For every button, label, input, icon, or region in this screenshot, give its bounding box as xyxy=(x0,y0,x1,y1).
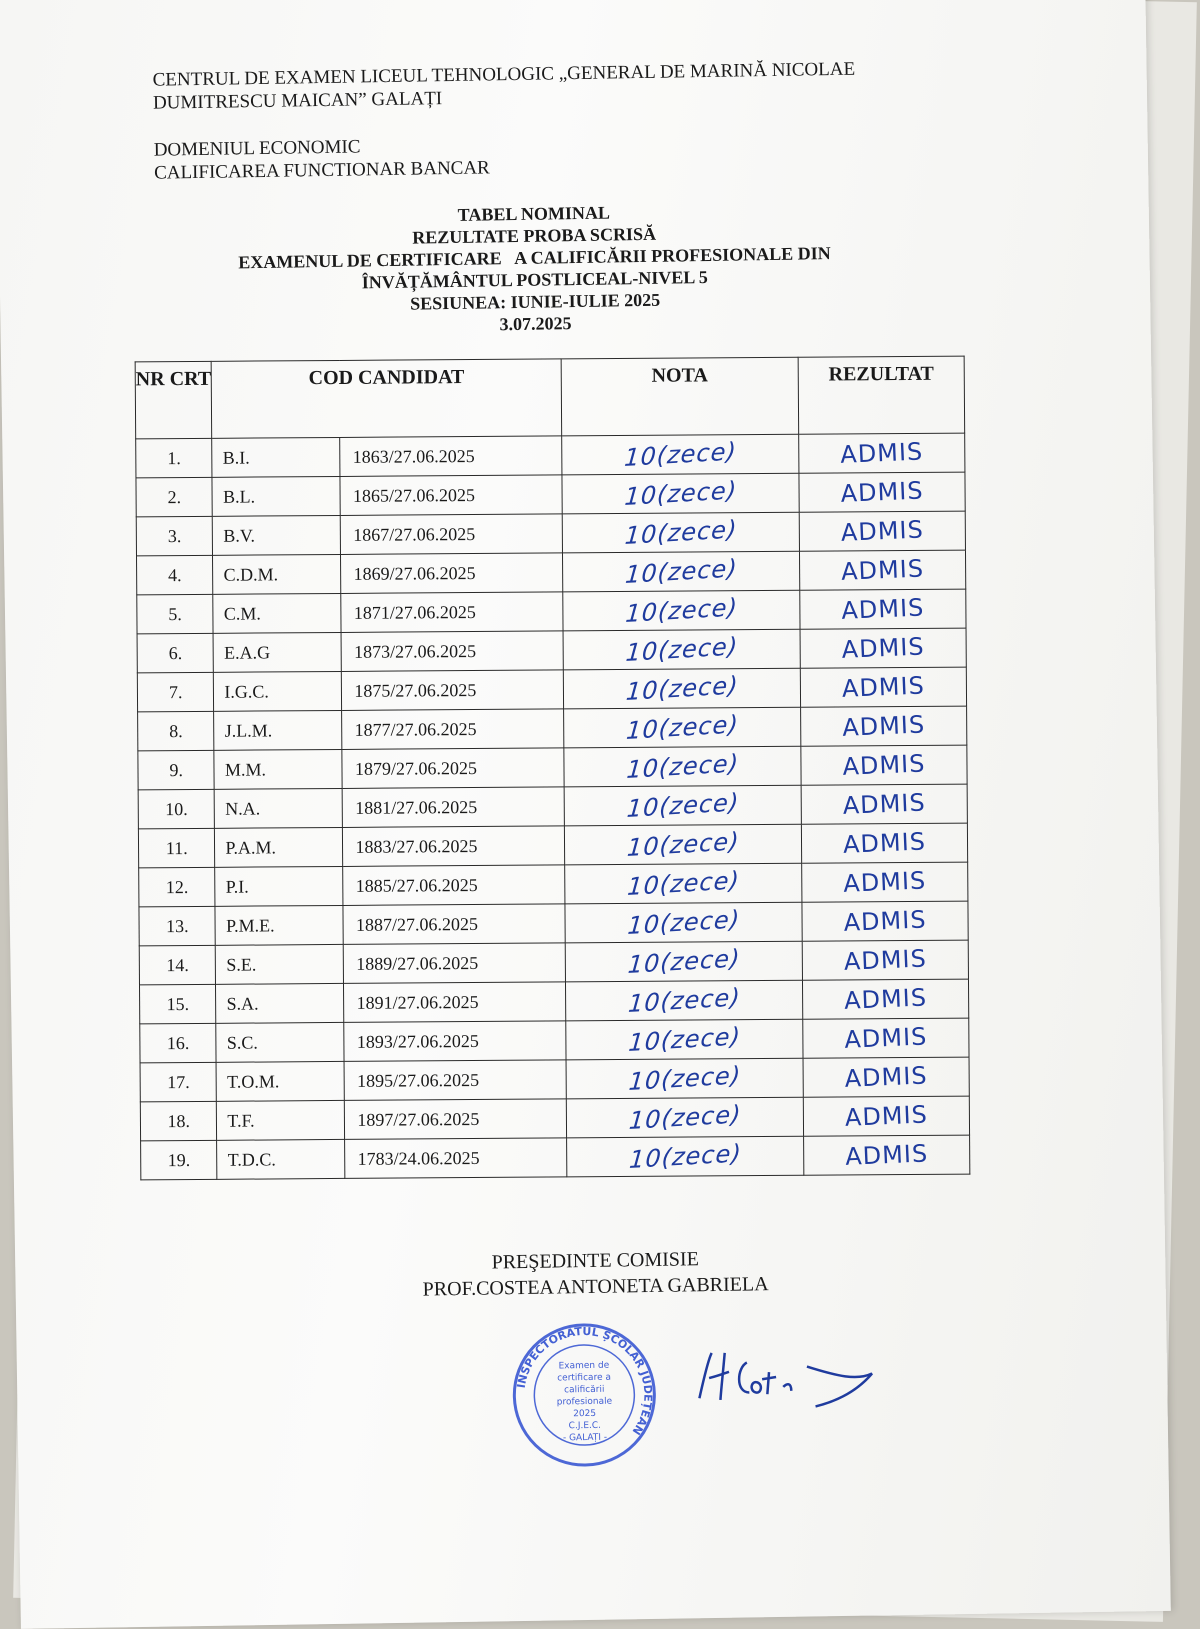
row-result-cell xyxy=(800,667,966,707)
row-grade-cell xyxy=(565,941,802,982)
table-body xyxy=(136,433,970,1180)
row-result-cell xyxy=(800,589,966,629)
row-result-cell xyxy=(801,706,967,746)
row-result-cell xyxy=(802,979,968,1019)
stamp-inner-line: Examen de xyxy=(558,1360,610,1372)
row-candidate-code: 1875/27.06.2025 xyxy=(342,670,564,711)
row-nr: 15. xyxy=(139,984,216,1024)
row-candidate-code: 1893/27.06.2025 xyxy=(344,1021,566,1062)
row-result-cell xyxy=(799,433,965,473)
row-candidate-initials: B.V. xyxy=(213,515,341,555)
row-candidate-code: 1867/27.06.2025 xyxy=(341,514,563,555)
row-grade: 10(zece) xyxy=(626,905,741,940)
exam-center-line-2: DUMITRESCU MAICAN” GALAȚI xyxy=(152,88,443,114)
row-grade-cell xyxy=(567,1136,804,1177)
row-grade: 10(zece) xyxy=(624,593,739,629)
table-row xyxy=(139,901,968,946)
table-row xyxy=(137,667,966,712)
results-table xyxy=(135,356,971,1181)
table-row xyxy=(140,1018,969,1063)
row-result-cell xyxy=(802,940,968,980)
row-grade: 10(zece) xyxy=(622,437,738,473)
row-result-cell xyxy=(801,784,967,824)
commission-role: PREŞEDINTE COMISIE xyxy=(491,1248,700,1274)
table-row xyxy=(136,511,965,556)
row-nr: 12. xyxy=(139,867,216,907)
stamp-inner-line: C.J.E.C. xyxy=(568,1420,602,1432)
table-row xyxy=(138,745,967,790)
exam-center-line-1: CENTRUL DE EXAMEN LICEUL TEHNOLOGIC „GENERAL DE MARINĂ NICOLAE xyxy=(152,58,856,91)
commission-president-name: PROF.COSTEA ANTONETA GABRIELA xyxy=(422,1273,769,1301)
row-candidate-initials: T.O.M. xyxy=(216,1061,344,1101)
row-candidate-initials: E.A.G xyxy=(213,632,341,672)
row-grade-cell xyxy=(562,434,799,475)
row-grade-cell xyxy=(566,1058,803,1099)
domain-label: DOMENIUL ECONOMIC xyxy=(153,136,361,161)
stamp-inner-line: profesionale xyxy=(556,1396,613,1408)
row-nr: 10. xyxy=(138,789,215,829)
row-candidate-code: 1869/27.06.2025 xyxy=(341,553,563,594)
row-nr: 16. xyxy=(140,1023,217,1063)
row-grade-cell xyxy=(565,863,802,904)
row-grade-cell xyxy=(564,785,801,826)
row-nr: 3. xyxy=(136,516,213,556)
row-candidate-initials: P.I. xyxy=(215,866,343,906)
table-row xyxy=(137,589,966,634)
row-result-cell xyxy=(801,823,967,863)
row-grade: 10(zece) xyxy=(625,749,740,784)
header-nota: NOTA xyxy=(561,357,799,436)
row-grade-cell xyxy=(562,473,799,514)
row-candidate-initials: S.C. xyxy=(216,1022,344,1062)
table-row xyxy=(139,862,968,907)
row-nr: 5. xyxy=(137,594,214,634)
row-grade: 10(zece) xyxy=(625,788,741,823)
row-candidate-code: 1887/27.06.2025 xyxy=(343,904,565,945)
row-grade-cell xyxy=(564,824,801,865)
row-candidate-initials: B.I. xyxy=(212,437,340,477)
row-nr: 2. xyxy=(136,477,213,517)
row-candidate-initials: P.M.E. xyxy=(215,905,343,945)
row-grade: 10(zece) xyxy=(624,710,740,745)
row-grade: 10(zece) xyxy=(625,866,741,901)
row-candidate-initials: I.G.C. xyxy=(214,671,342,711)
president-signature xyxy=(686,1335,887,1428)
row-result: ADMIS xyxy=(844,1139,929,1171)
row-candidate-code: 1883/27.06.2025 xyxy=(343,826,565,867)
row-grade: 10(zece) xyxy=(623,515,739,551)
row-nr: 4. xyxy=(137,555,214,595)
row-candidate-code: 1881/27.06.2025 xyxy=(343,787,565,828)
row-grade: 10(zece) xyxy=(627,1061,742,1096)
row-result: ADMIS xyxy=(842,827,927,859)
row-result-cell xyxy=(803,1018,969,1058)
row-candidate-code: 1897/27.06.2025 xyxy=(345,1099,567,1140)
row-candidate-code: 1895/27.06.2025 xyxy=(344,1060,566,1101)
stamp-ring-text: INSPECTORATUL ȘCOLAR JUDEȚEAN xyxy=(514,1324,655,1438)
row-grade-cell xyxy=(565,902,802,943)
row-result-cell xyxy=(799,511,965,551)
row-nr: 17. xyxy=(140,1062,217,1102)
row-candidate-initials: T.D.C. xyxy=(217,1139,345,1179)
row-grade-cell xyxy=(563,629,800,670)
row-result-cell xyxy=(801,745,967,785)
row-result: ADMIS xyxy=(843,905,928,937)
row-candidate-initials: S.E. xyxy=(216,944,344,984)
row-candidate-code: 1865/27.06.2025 xyxy=(340,475,562,516)
row-grade: 10(zece) xyxy=(623,476,738,512)
row-result: ADMIS xyxy=(843,983,928,1015)
row-nr: 19. xyxy=(141,1140,218,1180)
row-grade-cell xyxy=(563,590,800,631)
row-result-cell xyxy=(802,901,968,941)
row-nr: 11. xyxy=(138,828,215,868)
table-header-row xyxy=(135,356,965,439)
row-candidate-initials: P.A.M. xyxy=(215,827,343,867)
row-result: ADMIS xyxy=(841,632,926,664)
row-grade-cell xyxy=(562,551,799,592)
row-grade: 10(zece) xyxy=(624,632,739,668)
row-candidate-code: 1889/27.06.2025 xyxy=(344,943,566,984)
table-row xyxy=(139,940,968,985)
title-line-1: TABEL NOMINAL xyxy=(457,202,611,225)
title-line-3: EXAMENUL DE CERTIFICARE A CALIFICĂRII PROFESIONALE DIN xyxy=(238,243,831,273)
stamp-inner-line: calificării xyxy=(564,1384,605,1396)
signature-block xyxy=(375,1244,816,1303)
table-row xyxy=(137,550,966,595)
domain-block xyxy=(154,133,490,184)
row-grade: 10(zece) xyxy=(627,1022,742,1057)
row-candidate-initials: J.L.M. xyxy=(214,710,342,750)
qualification-label: CALIFICAREA FUNCTIONAR BANCAR xyxy=(153,157,490,184)
row-result-cell xyxy=(804,1135,970,1175)
row-result: ADMIS xyxy=(839,437,924,469)
row-nr: 8. xyxy=(138,711,215,751)
row-result: ADMIS xyxy=(844,1061,929,1093)
table-row xyxy=(136,472,965,517)
row-candidate-initials: T.F. xyxy=(217,1100,345,1140)
row-candidate-code: 1873/27.06.2025 xyxy=(341,631,563,672)
row-candidate-code: 1783/24.06.2025 xyxy=(345,1138,567,1179)
row-nr: 1. xyxy=(136,438,213,478)
row-result: ADMIS xyxy=(840,476,925,508)
title-line-5: SESIUNEA: IUNIE-IULIE 2025 xyxy=(409,289,661,314)
row-candidate-code: 1863/27.06.2025 xyxy=(340,436,562,477)
row-result: ADMIS xyxy=(840,593,925,625)
row-candidate-code: 1885/27.06.2025 xyxy=(343,865,565,906)
row-candidate-code: 1891/27.06.2025 xyxy=(344,982,566,1023)
stamp-inner-line: - GALAȚI - xyxy=(562,1432,608,1444)
table-row xyxy=(136,433,965,478)
table-row xyxy=(140,1057,969,1102)
stamp-inner-line: certificare a xyxy=(557,1372,612,1384)
title-line-6: 3.07.2025 xyxy=(499,313,572,335)
row-grade-cell xyxy=(562,512,799,553)
row-result: ADMIS xyxy=(844,1100,929,1132)
row-nr: 13. xyxy=(139,906,216,946)
official-stamp xyxy=(508,1319,660,1471)
table-row xyxy=(138,823,967,868)
row-grade: 10(zece) xyxy=(627,1139,743,1174)
table-row xyxy=(141,1135,970,1180)
row-grade-cell xyxy=(564,746,801,787)
row-candidate-initials: C.M. xyxy=(213,593,341,633)
row-grade-cell xyxy=(566,1097,803,1138)
table-row xyxy=(139,979,968,1024)
row-grade: 10(zece) xyxy=(626,944,742,979)
row-result: ADMIS xyxy=(841,671,926,703)
row-result-cell xyxy=(802,862,968,902)
row-grade-cell xyxy=(564,707,801,748)
table-row xyxy=(138,706,967,751)
stamp-inner-line: 2025 xyxy=(573,1408,597,1420)
row-nr: 9. xyxy=(138,750,215,790)
row-result: ADMIS xyxy=(843,944,928,976)
table-row xyxy=(140,1096,969,1141)
title-line-4: ÎNVĂȚĂMÂNTUL POSTLICEAL-NIVEL 5 xyxy=(361,266,708,293)
row-grade: 10(zece) xyxy=(627,1100,743,1135)
row-grade: 10(zece) xyxy=(623,554,739,590)
table-row xyxy=(138,784,967,829)
row-result: ADMIS xyxy=(840,515,925,547)
row-result: ADMIS xyxy=(843,1022,928,1054)
row-result-cell xyxy=(803,1096,969,1136)
row-candidate-initials: B.L. xyxy=(212,476,340,516)
header-rezultat: REZULTAT xyxy=(798,356,965,434)
row-result-cell xyxy=(803,1057,969,1097)
row-result-cell xyxy=(799,550,965,590)
header-nr-crt: NR CRT xyxy=(135,361,212,439)
row-nr: 18. xyxy=(140,1101,217,1141)
row-candidate-initials: M.M. xyxy=(214,749,342,789)
row-nr: 6. xyxy=(137,633,214,673)
exam-center-heading xyxy=(152,58,855,115)
row-grade: 10(zece) xyxy=(624,671,740,707)
row-grade: 10(zece) xyxy=(625,827,741,862)
row-nr: 14. xyxy=(139,945,216,985)
row-grade-cell xyxy=(563,668,800,709)
document-title xyxy=(149,197,921,341)
row-candidate-code: 1879/27.06.2025 xyxy=(342,748,564,789)
header-cod-candidat: COD CANDIDAT xyxy=(212,359,562,438)
row-candidate-code: 1871/27.06.2025 xyxy=(341,592,563,633)
row-result: ADMIS xyxy=(841,749,926,781)
title-line-2: REZULTATE PROBA SCRISĂ xyxy=(412,223,657,248)
table-row xyxy=(137,628,966,673)
row-grade-cell xyxy=(566,1019,803,1060)
row-grade-cell xyxy=(565,980,802,1021)
row-result-cell xyxy=(800,628,966,668)
row-result: ADMIS xyxy=(842,866,927,898)
row-nr: 7. xyxy=(137,672,214,712)
row-candidate-code: 1877/27.06.2025 xyxy=(342,709,564,750)
row-result: ADMIS xyxy=(841,710,926,742)
row-result: ADMIS xyxy=(842,788,927,820)
row-result: ADMIS xyxy=(840,554,925,586)
row-result-cell xyxy=(799,472,965,512)
row-candidate-initials: N.A. xyxy=(215,788,343,828)
row-candidate-initials: C.D.M. xyxy=(213,554,341,594)
row-grade: 10(zece) xyxy=(626,983,742,1018)
row-candidate-initials: S.A. xyxy=(216,983,344,1023)
